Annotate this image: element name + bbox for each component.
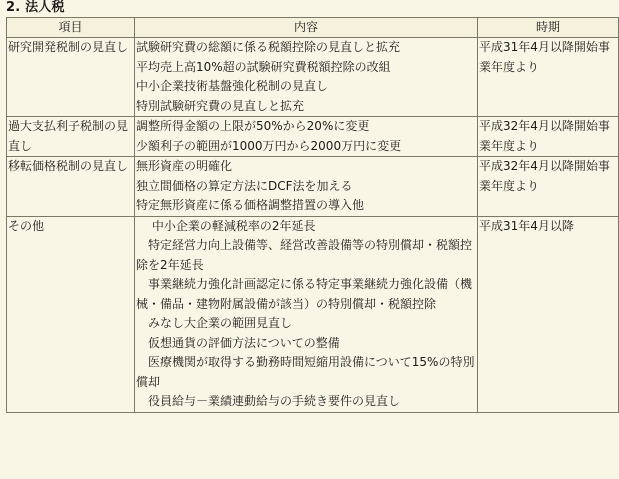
table-row [7,38,619,117]
content-line: 独立間価格の算定方法にDCF法を加える [136,178,353,193]
content-line: 少額利子の範囲が1000万円から2000万円に変更 [136,138,402,153]
header-timing: 時期 [478,18,619,38]
corporate-tax-table [6,17,619,413]
content-line: 役員給与－業績連動給与の手続き要件の見直し [148,394,401,408]
row-item: 移転価格税制の見直し [7,157,135,217]
content-line: 無形資産の明確化 [136,159,233,173]
content-line: 試験研究費の総額に係る税額控除の見直しと拡充 [136,40,401,54]
content-line: 平均売上高10%超の試験研究費税額控除の改組 [136,59,391,74]
content-line: 事業継続力強化計画認定に係る特定事業継続力強化設備（機械・備品・建物附属設備が該当）の特別償却・税額控除 [136,277,473,311]
row-timing: 平成31年4月以降 [478,216,619,412]
row-timing: 平成32年4月以降開始事業年度より [478,117,619,157]
table-header-row [7,18,619,38]
table-row [7,216,619,412]
content-line: 中小企業の軽減税率の2年延長 [151,218,316,233]
content-line: 仮想通貨の評価方法についての整備 [148,335,340,350]
row-item: 研究開発税制の見直し [7,38,135,117]
row-item: 過大支払利子税制の見直し [7,117,135,157]
content-line: 特定無形資産に係る価格調整措置の導入他 [136,198,365,212]
content-line: 中小企業技術基盤強化税制の見直し [136,79,329,93]
content-line: 調整所得金額の上限が50%から20%に変更 [136,119,370,133]
table-row [7,117,619,157]
content-line: みなし大企業の範囲見直し [148,316,293,330]
row-content [135,117,478,157]
content-line: 特定経営力向上設備等、経営改善設備等の特別償却・税額控除を2年延長 [136,238,473,272]
row-item: その他 [7,216,135,412]
row-content [135,157,478,217]
table-row [7,157,619,217]
content-line: 特別試験研究費の見直しと拡充 [136,98,305,113]
section-heading: 2. 法人税 [6,0,65,15]
row-timing: 平成31年4月以降開始事業年度より [478,38,619,117]
header-item: 項目 [7,18,135,38]
header-content: 内容 [135,18,478,38]
content-line: 医療機関が取得する勤務時間短縮用設備について15%の特別償却 [136,355,475,389]
row-timing: 平成32年4月以降開始事業年度より [478,157,619,217]
row-content [135,216,478,412]
row-content [135,38,478,117]
